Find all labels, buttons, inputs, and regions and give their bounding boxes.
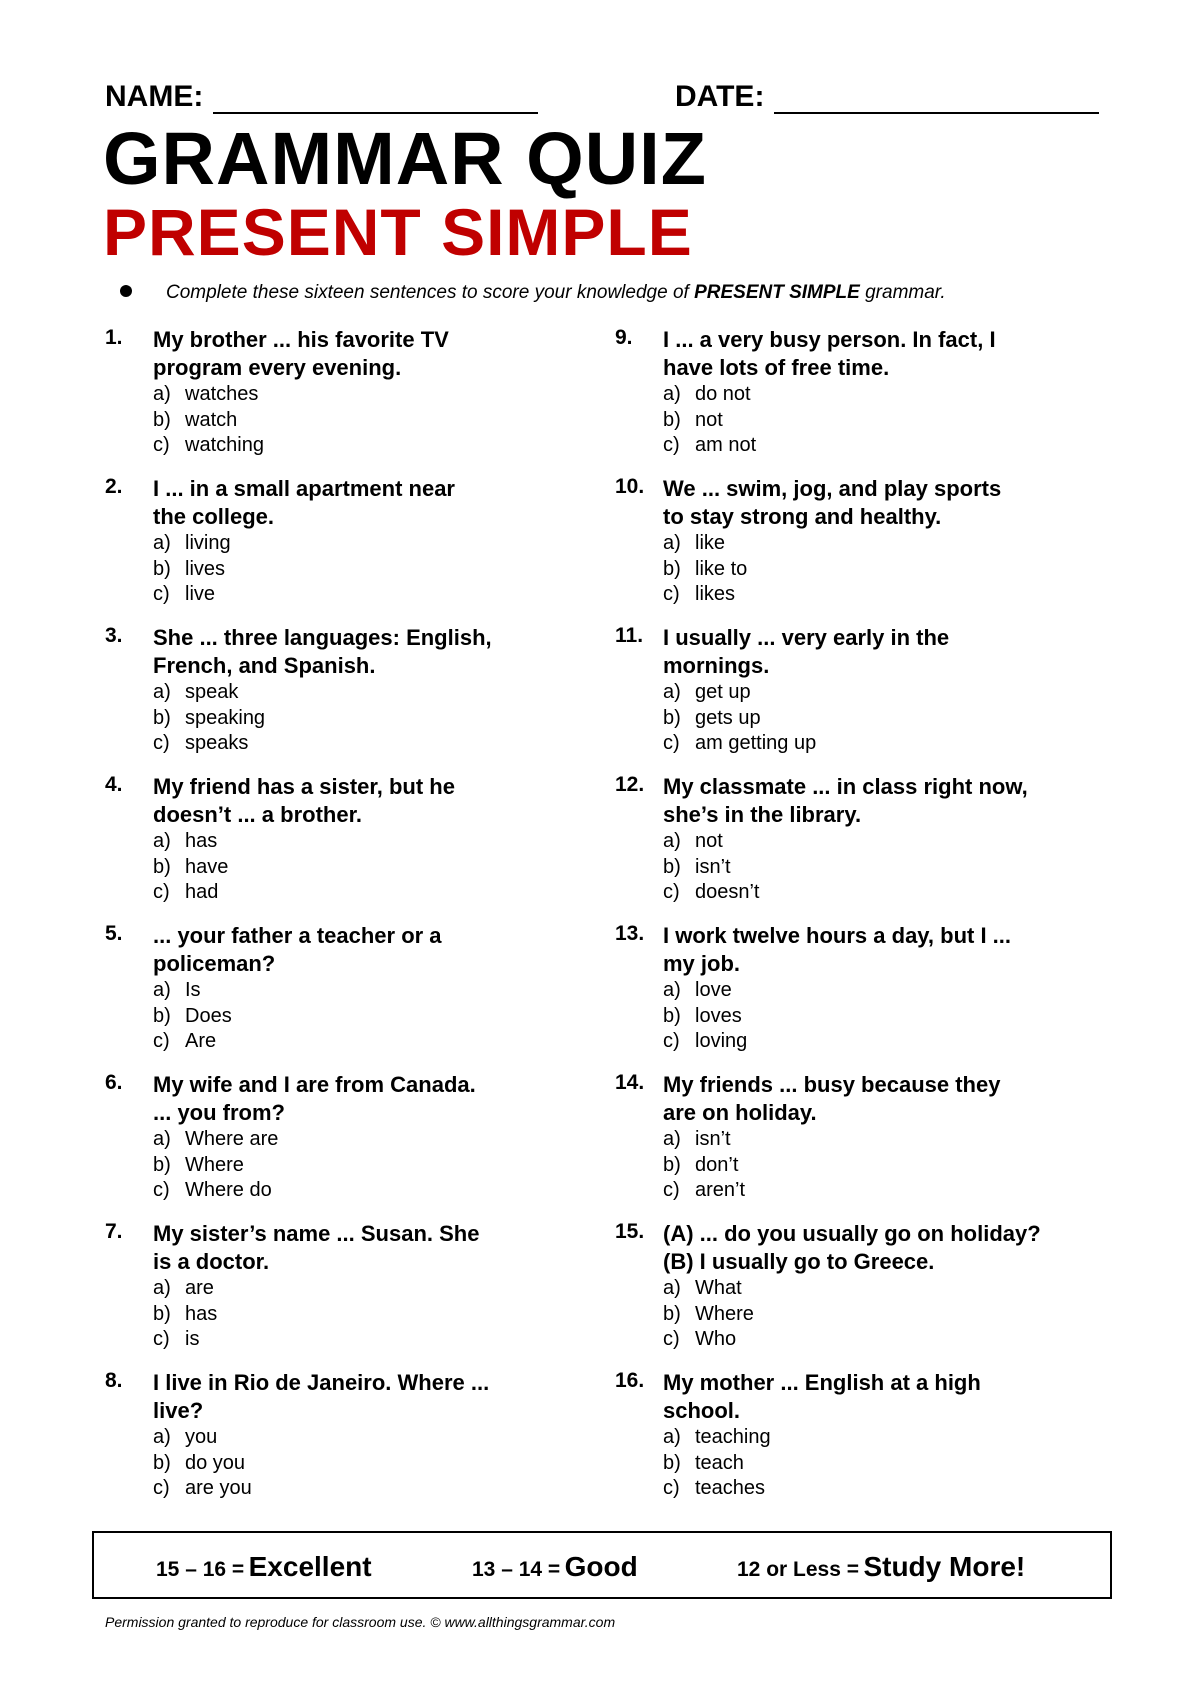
option-text: Where do — [185, 1179, 272, 1201]
option-letter: c) — [663, 583, 680, 605]
option-letter: a) — [153, 681, 171, 703]
option-letter: b) — [153, 408, 171, 431]
answer-option[interactable] — [153, 731, 575, 757]
option-letter: a) — [153, 1277, 171, 1299]
question-item — [105, 1220, 575, 1369]
question-number: 3. — [105, 624, 123, 647]
questions-right-column — [615, 326, 1115, 1518]
option-letter: c) — [663, 881, 680, 903]
answer-option[interactable] — [663, 706, 1115, 732]
question-number: 13. — [615, 922, 645, 945]
option-text: had — [185, 881, 219, 903]
answer-option[interactable] — [153, 880, 575, 906]
option-letter: b) — [153, 706, 171, 729]
option-letter: b) — [663, 557, 681, 580]
option-letter: c) — [663, 1328, 680, 1350]
question-item — [615, 624, 1115, 773]
option-letter: b) — [663, 1004, 681, 1027]
option-letter: c) — [153, 434, 170, 456]
name-blank-line[interactable] — [213, 84, 538, 114]
option-letter: a) — [153, 1426, 171, 1448]
question-number: 7. — [105, 1220, 123, 1243]
question-item — [615, 1071, 1115, 1220]
instruction-emphasis: PRESENT SIMPLE — [694, 282, 860, 303]
question-text: My sister’s name ... Susan. She is a doctor. — [153, 1221, 480, 1274]
question-number: 10. — [615, 475, 645, 498]
option-text: watch — [185, 408, 238, 431]
option-letter: b) — [663, 1451, 681, 1474]
option-text: isn’t — [695, 855, 731, 878]
answer-option[interactable] — [153, 382, 575, 408]
option-letter: b) — [153, 1153, 171, 1176]
option-letter: a) — [663, 1128, 681, 1150]
option-text: aren’t — [695, 1179, 746, 1201]
option-letter: b) — [663, 706, 681, 729]
option-text: is — [185, 1328, 200, 1350]
answer-option[interactable] — [153, 1276, 575, 1302]
option-letter: b) — [153, 1004, 171, 1027]
answer-option[interactable] — [663, 880, 1115, 906]
option-text: you — [185, 1426, 218, 1448]
questions-left-column — [105, 326, 575, 1518]
answer-option[interactable] — [663, 433, 1115, 459]
option-letter: a) — [153, 830, 171, 852]
option-text: have — [185, 855, 229, 878]
question-number: 8. — [105, 1369, 123, 1392]
question-text: My classmate ... in class right now, she’s in the library. — [663, 774, 1028, 827]
question-text: My brother ... his favorite TV program every evening. — [153, 327, 449, 380]
question-item — [105, 773, 575, 922]
option-text: Where are — [185, 1128, 279, 1150]
answer-option[interactable] — [153, 1327, 575, 1353]
question-number: 5. — [105, 922, 123, 945]
option-text: likes — [695, 583, 736, 605]
answer-option[interactable] — [663, 1276, 1115, 1302]
option-text: What — [695, 1277, 742, 1299]
option-letter: b) — [663, 855, 681, 878]
option-letter: b) — [153, 557, 171, 580]
question-text: I work twelve hours a day, but I ... my job. — [663, 923, 1012, 976]
option-letter: c) — [153, 1030, 170, 1052]
option-letter: b) — [153, 1451, 171, 1474]
option-letter: a) — [153, 979, 171, 1001]
question-text: I usually ... very early in the mornings. — [663, 625, 950, 678]
option-letter: c) — [153, 583, 170, 605]
answer-option[interactable] — [153, 829, 575, 855]
option-letter: c) — [153, 1477, 170, 1499]
option-text: not — [695, 408, 723, 431]
option-text: am getting up — [695, 732, 817, 754]
option-text: are — [185, 1277, 214, 1299]
option-letter: c) — [153, 1328, 170, 1350]
question-item — [615, 773, 1115, 922]
date-field — [675, 80, 1099, 114]
option-letter: c) — [663, 1477, 680, 1499]
date-blank-line[interactable] — [774, 84, 1099, 114]
option-text: speak — [185, 681, 239, 703]
option-letter: a) — [663, 383, 681, 405]
option-letter: c) — [663, 732, 680, 754]
answer-option[interactable] — [153, 557, 575, 583]
option-text: loving — [695, 1030, 748, 1052]
option-letter: c) — [663, 434, 680, 456]
option-text: Is — [185, 979, 201, 1001]
option-text: speaking — [185, 706, 266, 729]
answer-option[interactable] — [153, 680, 575, 706]
question-number: 6. — [105, 1071, 123, 1094]
answer-option[interactable] — [663, 1451, 1115, 1477]
option-text: like to — [695, 557, 748, 580]
option-text: teaches — [695, 1477, 766, 1499]
option-letter: c) — [663, 1030, 680, 1052]
option-text: watching — [185, 434, 264, 456]
question-text: She ... three languages: English, French, and Spanish. — [153, 625, 492, 678]
option-text: am not — [695, 434, 757, 456]
option-text: do you — [185, 1451, 246, 1474]
question-item — [105, 1369, 575, 1518]
option-text: love — [695, 979, 732, 1001]
answer-option[interactable] — [153, 1476, 575, 1502]
question-item — [615, 1220, 1115, 1369]
question-text: My friend has a sister, but he doesn’t ... a brother. — [153, 774, 455, 827]
question-item — [105, 624, 575, 773]
option-text: Does — [185, 1004, 232, 1027]
answer-option[interactable] — [663, 855, 1115, 881]
score-range: 13 – 14 = — [472, 1558, 561, 1581]
answer-option[interactable] — [153, 1029, 575, 1055]
option-letter: a) — [663, 1277, 681, 1299]
question-item — [615, 1369, 1115, 1518]
name-label: NAME: — [105, 80, 204, 113]
answer-option[interactable] — [663, 978, 1115, 1004]
score-rating: Study More! — [863, 1551, 1026, 1582]
option-text: like — [695, 532, 726, 554]
answer-option[interactable] — [663, 582, 1115, 608]
instruction-text-before: Complete these sixteen sentences to score your knowledge of — [166, 282, 689, 303]
option-letter: a) — [663, 979, 681, 1001]
option-text: has — [185, 830, 218, 852]
score-range: 15 – 16 = — [156, 1558, 245, 1581]
question-number: 4. — [105, 773, 123, 796]
answer-option[interactable] — [663, 531, 1115, 557]
question-text: My mother ... English at a high school. — [663, 1370, 981, 1423]
name-field — [105, 80, 538, 114]
score-rating: Excellent — [248, 1551, 372, 1582]
answer-option[interactable] — [153, 433, 575, 459]
answer-option[interactable] — [663, 1153, 1115, 1179]
option-text: has — [185, 1302, 218, 1325]
answer-option[interactable] — [153, 1302, 575, 1328]
question-item — [615, 475, 1115, 624]
option-letter: a) — [663, 830, 681, 852]
footer-permission: Permission granted to reproduce for classroom use. © www.allthingsgrammar.com — [105, 1614, 616, 1630]
option-text: isn’t — [695, 1128, 731, 1150]
option-text: get up — [695, 681, 751, 703]
date-label: DATE: — [675, 80, 765, 113]
option-text: doesn’t — [695, 881, 760, 903]
question-item — [105, 922, 575, 1071]
answer-option[interactable] — [153, 706, 575, 732]
answer-option[interactable] — [663, 1327, 1115, 1353]
question-number: 12. — [615, 773, 645, 796]
option-text: live — [185, 583, 216, 605]
answer-option[interactable] — [153, 855, 575, 881]
option-letter: b) — [153, 1302, 171, 1325]
answer-option[interactable] — [663, 382, 1115, 408]
option-text: don’t — [695, 1153, 739, 1176]
option-text: Who — [695, 1328, 737, 1350]
page-title: GRAMMAR QUIZ — [103, 117, 707, 200]
option-letter: c) — [153, 1179, 170, 1201]
question-number: 9. — [615, 326, 633, 349]
question-item — [105, 475, 575, 624]
option-text: Are — [185, 1030, 217, 1052]
question-number: 1. — [105, 326, 123, 349]
question-number: 16. — [615, 1369, 645, 1392]
option-text: watches — [185, 383, 259, 405]
answer-option[interactable] — [663, 1029, 1115, 1055]
question-number: 14. — [615, 1071, 645, 1094]
answer-option[interactable] — [663, 680, 1115, 706]
option-letter: b) — [663, 408, 681, 431]
question-text: I ... in a small apartment near the college. — [153, 476, 455, 529]
option-letter: c) — [663, 1179, 680, 1201]
question-number: 11. — [615, 624, 644, 647]
option-text: not — [695, 830, 723, 852]
answer-option[interactable] — [663, 1004, 1115, 1030]
option-letter: b) — [663, 1302, 681, 1325]
question-text: (A) ... do you usually go on holiday? (B) I usually go to Greece. — [663, 1221, 1041, 1274]
question-item — [105, 1071, 575, 1220]
question-text: ... your father a teacher or a policeman? — [153, 923, 442, 976]
option-text: teaching — [695, 1426, 771, 1448]
score-key — [92, 1531, 1112, 1599]
option-text: Where — [695, 1302, 754, 1325]
answer-option[interactable] — [663, 557, 1115, 583]
instruction-text-after: grammar. — [865, 282, 946, 303]
answer-option[interactable] — [663, 1476, 1115, 1502]
option-text: are you — [185, 1477, 252, 1499]
option-letter: a) — [153, 532, 171, 554]
answer-option[interactable] — [153, 1004, 575, 1030]
option-letter: b) — [663, 1153, 681, 1176]
option-text: living — [185, 532, 231, 554]
option-text: do not — [695, 383, 751, 405]
answer-option[interactable] — [153, 1451, 575, 1477]
option-letter: a) — [153, 383, 171, 405]
answer-option[interactable] — [153, 531, 575, 557]
question-number: 15. — [615, 1220, 645, 1243]
answer-option[interactable] — [663, 408, 1115, 434]
answer-option[interactable] — [663, 829, 1115, 855]
answer-option[interactable] — [153, 1425, 575, 1451]
instruction — [120, 282, 946, 304]
option-text: speaks — [185, 732, 249, 754]
option-letter: a) — [663, 681, 681, 703]
answer-option[interactable] — [663, 1425, 1115, 1451]
answer-option[interactable] — [153, 408, 575, 434]
option-letter: c) — [153, 732, 170, 754]
question-item — [105, 326, 575, 475]
option-letter: a) — [663, 1426, 681, 1448]
score-study-more — [737, 1551, 1025, 1583]
question-text: I live in Rio de Janeiro. Where ... live? — [153, 1370, 490, 1423]
score-rating: Good — [564, 1551, 638, 1582]
bullet-icon — [120, 285, 132, 297]
score-range: 12 or Less = — [737, 1558, 859, 1581]
option-text: loves — [695, 1004, 742, 1027]
score-good — [472, 1551, 638, 1583]
question-text: We ... swim, jog, and play sports to stay strong and healthy. — [663, 476, 1002, 529]
question-number: 2. — [105, 475, 123, 498]
option-letter: a) — [663, 532, 681, 554]
answer-option[interactable] — [663, 1302, 1115, 1328]
option-text: teach — [695, 1451, 744, 1474]
option-text: lives — [185, 557, 226, 580]
answer-option[interactable] — [153, 978, 575, 1004]
option-text: Where — [185, 1153, 244, 1176]
question-text: I ... a very busy person. In fact, I have lots of free time. — [663, 327, 996, 380]
answer-option[interactable] — [153, 582, 575, 608]
question-item — [615, 326, 1115, 475]
question-text: My friends ... busy because they are on holiday. — [663, 1072, 1001, 1125]
question-text: My wife and I are from Canada. ... you from? — [153, 1072, 476, 1125]
score-excellent — [156, 1551, 372, 1583]
answer-option[interactable] — [153, 1127, 575, 1153]
option-letter: b) — [153, 855, 171, 878]
answer-option[interactable] — [663, 731, 1115, 757]
page-subtitle: PRESENT SIMPLE — [103, 195, 693, 269]
option-letter: c) — [153, 881, 170, 903]
option-letter: a) — [153, 1128, 171, 1150]
answer-option[interactable] — [153, 1153, 575, 1179]
option-text: gets up — [695, 706, 761, 729]
question-item — [615, 922, 1115, 1071]
answer-option[interactable] — [153, 1178, 575, 1204]
answer-option[interactable] — [663, 1178, 1115, 1204]
answer-option[interactable] — [663, 1127, 1115, 1153]
